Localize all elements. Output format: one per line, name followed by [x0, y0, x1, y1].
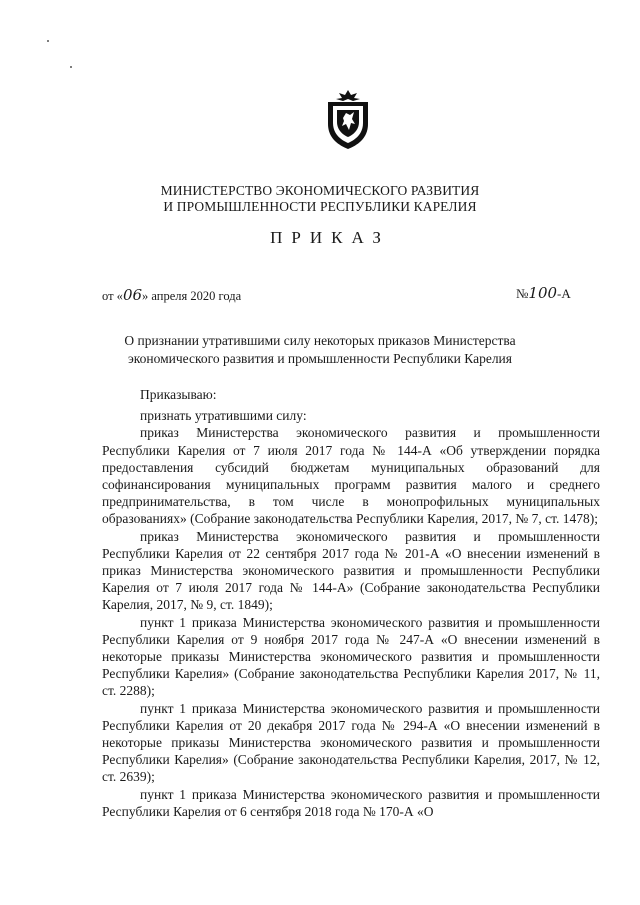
document-number — [516, 284, 571, 302]
body-paragraph: пункт 1 приказа Министерства экономического развития и промышленности Республики Карелия от 6 сентября 2018 года № 170-А «О — [102, 786, 600, 819]
ministry-line-2: И ПРОМЫШЛЕННОСТИ РЕСПУБЛИКИ КАРЕЛИЯ — [163, 199, 477, 214]
ministry-name — [0, 183, 640, 215]
body-paragraph: приказ Министерства экономического развития и промышленности Республики Карелия от 22 сентября 2017 года № 201-А «О внесении изменений в приказ Министерства экономического развития и промышленности Республики Карелия от 7 июля 2017 года № 144-А» (Собрание законодательства Республики Карелия, 2017, № 9, ст. 1849); — [102, 528, 600, 613]
date-rest: » апреля 2020 года — [142, 289, 242, 303]
number-suffix: -А — [557, 286, 571, 301]
body-paragraph: пункт 1 приказа Министерства экономического развития и промышленности Республики Карелия от 20 декабря 2017 года № 294-А «О внесении изменений в некоторые приказы Министерства экономического развития и промышленности Республики Карелия» (Собрание законодательства Республики Карелия, 2017, № 12, ст. 2639); — [102, 700, 600, 785]
body-paragraph: пункт 1 приказа Министерства экономического развития и промышленности Республики Карелия от 9 ноября 2017 года № 247-А «О внесении изменений в некоторые приказы Министерства экономического развития и промышленности Республики Карелия» (Собрание законодательства Республики Карелия 2017, № 11, ст. 2288); — [102, 614, 600, 699]
body-paragraph: Приказываю: — [140, 387, 217, 402]
number-prefix: № — [516, 286, 529, 301]
scan-speck — [47, 40, 49, 42]
ministry-line-1: МИНИСТЕРСТВО ЭКОНОМИЧЕСКОГО РАЗВИТИЯ — [160, 183, 480, 198]
document-title — [0, 332, 640, 368]
title-line-2: экономического развития и промышленности Республики Карелия — [127, 351, 512, 366]
date-prefix: от « — [102, 289, 123, 303]
number-value: 100 — [528, 284, 558, 302]
body-paragraph: приказ Министерства экономического развития и промышленности Республики Карелия от 7 июля 2017 года № 144-А «Об утверждении порядка предоставления субсидий бюджетам муниципальных образований для софинансирования муниципальных программ развития малого и среднего предпринимательства, в том числе в монопрофильных муниципальных образованиях» (Собрание законодательства Республики Карелия, 2017, № 7, ст. 1478); — [102, 425, 600, 527]
document-date — [102, 286, 241, 304]
date-day: 06 — [122, 286, 143, 304]
document-body — [102, 386, 600, 820]
karelia-coat-of-arms-icon — [324, 88, 372, 150]
body-paragraph: признать утратившими силу: — [140, 408, 307, 424]
document-type: ПРИКАЗ — [270, 228, 390, 247]
scan-speck — [70, 66, 72, 68]
title-line-1: О признании утратившими силу некоторых приказов Министерства — [124, 333, 516, 348]
